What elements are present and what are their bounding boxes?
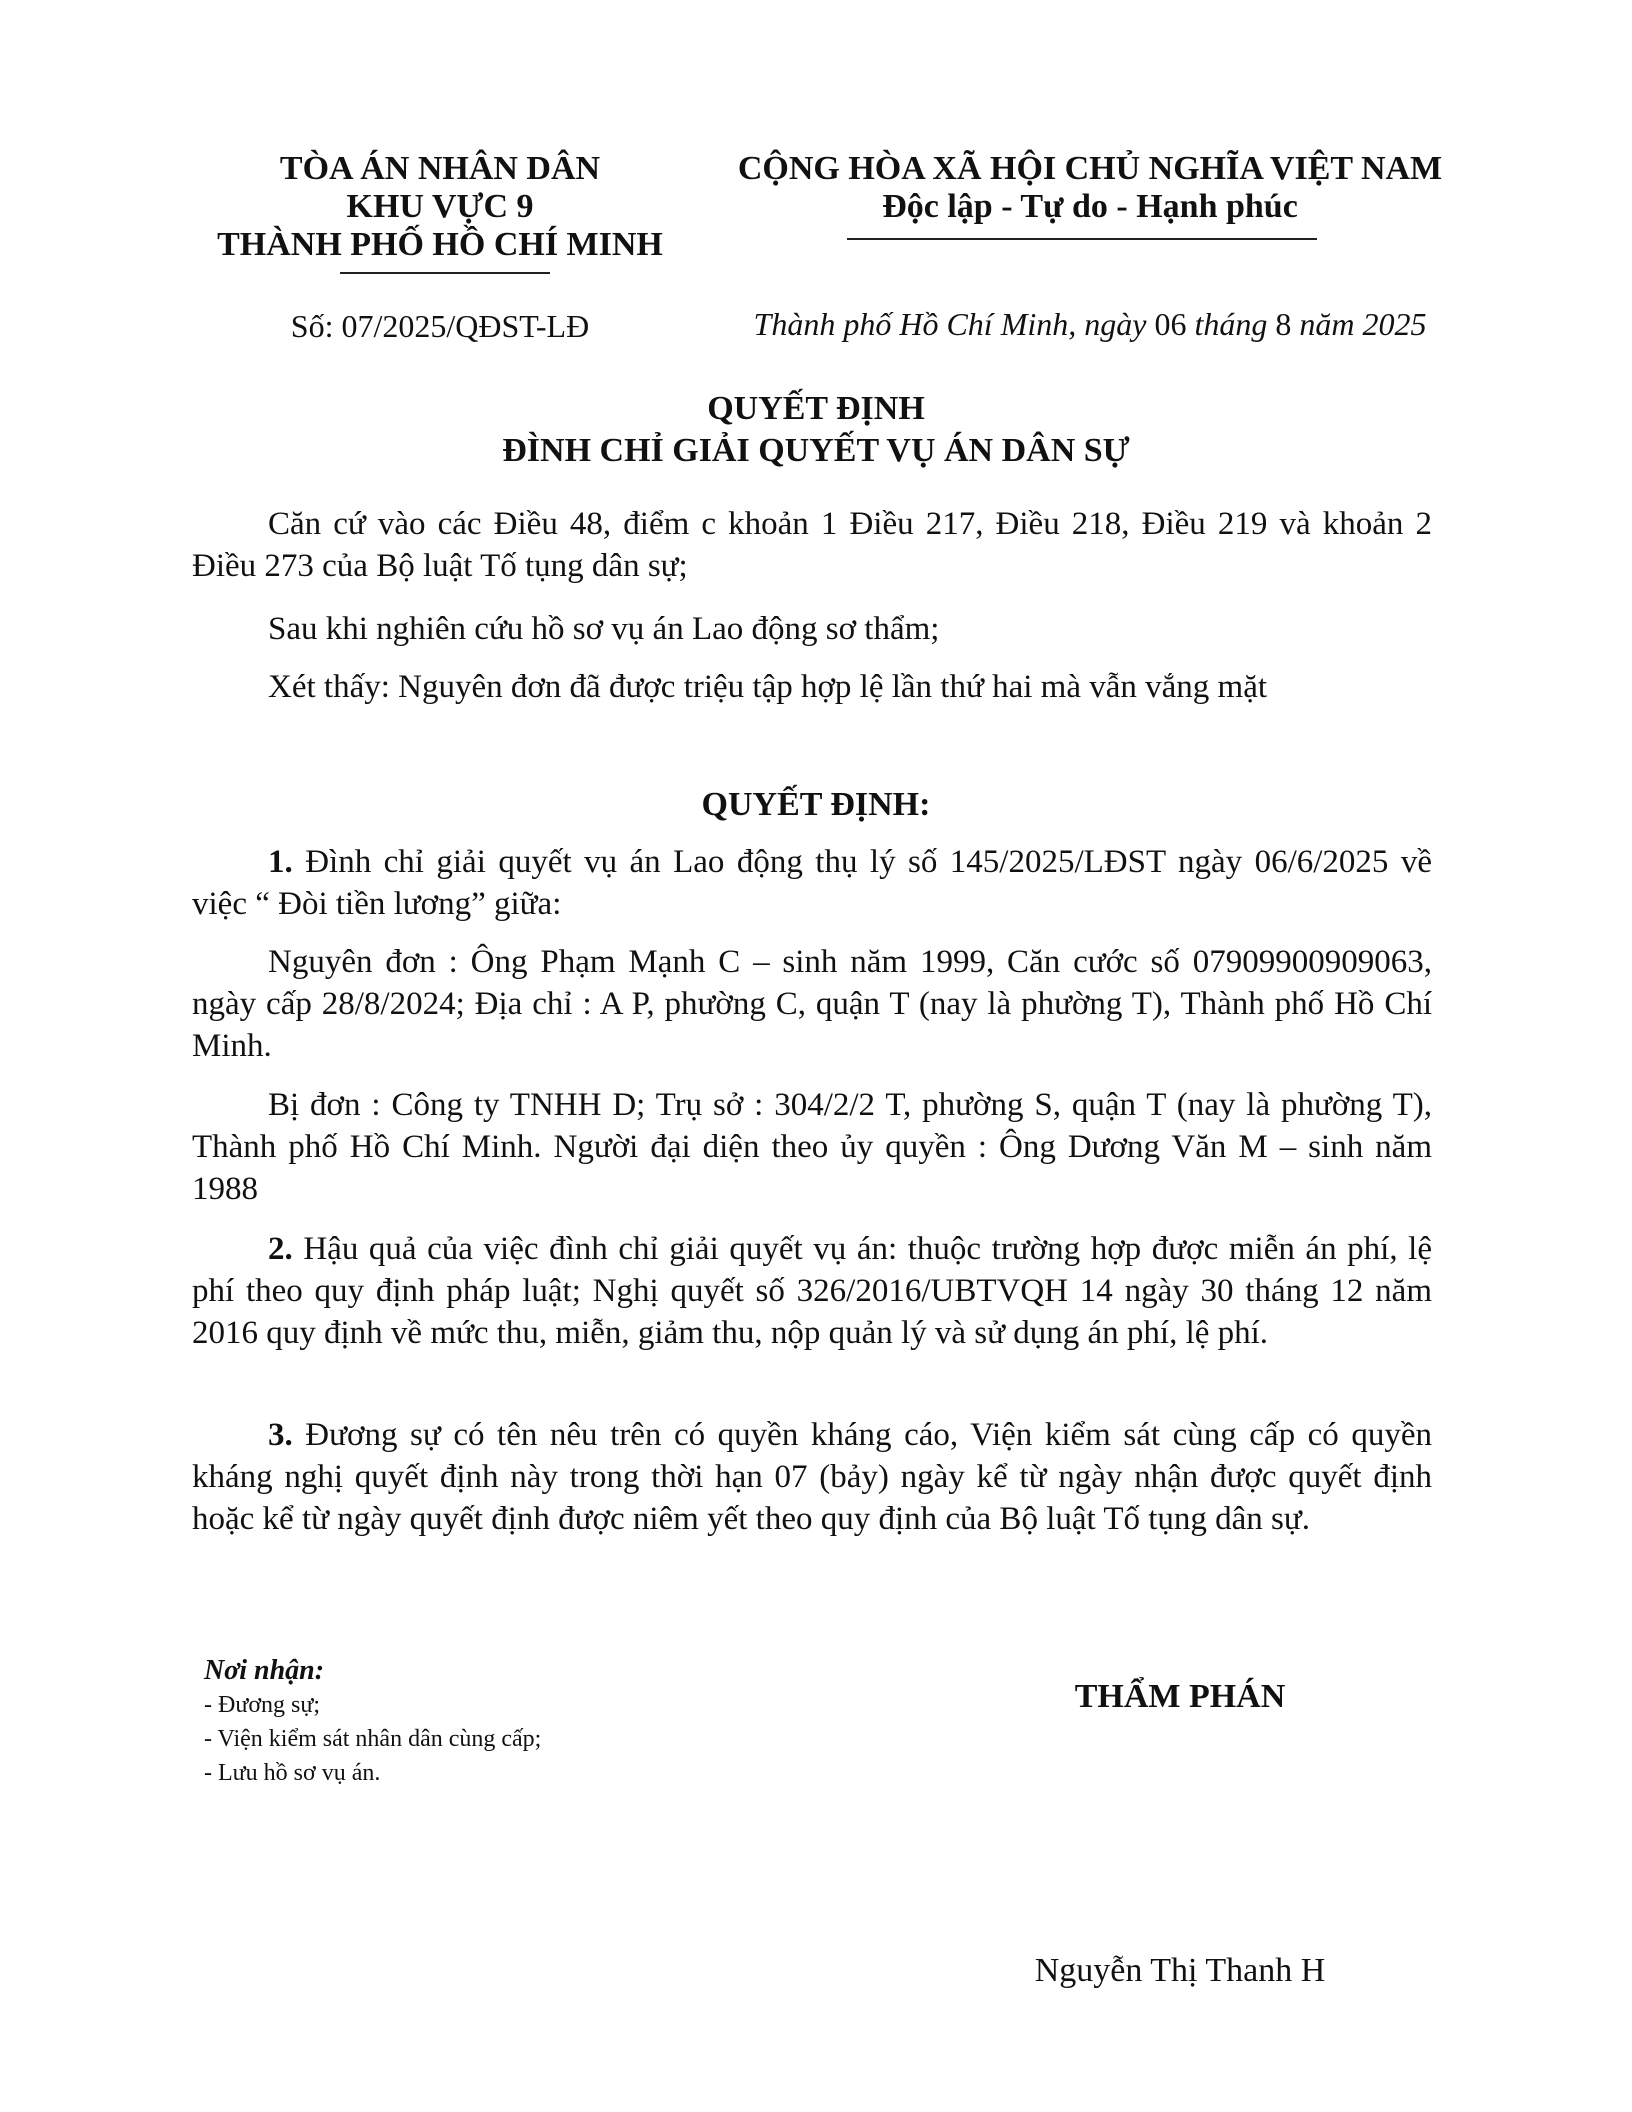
date-year: năm 2025 — [1299, 306, 1427, 342]
study-paragraph: Sau khi nghiên cứu hồ sơ vụ án Lao động sơ thẩm; — [268, 611, 940, 647]
legal-basis-paragraph: Căn cứ vào các Điều 48, điểm c khoản 1 Điều 217, Điều 218, Điều 219 và khoản 2 Điều 273 của Bộ luật Tố tụng dân sự; — [192, 506, 1432, 584]
judge-name: Nguyễn Thị Thanh H — [1034, 1952, 1326, 1989]
decision-item-2 — [192, 1228, 1432, 1354]
decision-heading: QUYẾT ĐỊNH: — [701, 786, 931, 823]
date-day: 06 — [1154, 306, 1187, 342]
recipient-item: - Lưu hồ sơ vụ án. — [204, 1760, 381, 1786]
item-2-number: 2. — [268, 1231, 293, 1267]
court-line-2: KHU VỰC 9 — [346, 188, 534, 225]
plaintiff-paragraph: Nguyên đơn : Ông Phạm Mạnh C – sinh năm 1999, Căn cước số 07909900909063, ngày cấp 28/8/2024; Địa chỉ : A P, phường C, quận T (nay là phường T), Thành phố Hồ Chí Minh. — [192, 944, 1432, 1064]
court-line-3: THÀNH PHỐ HỒ CHÍ MINH — [217, 226, 663, 263]
date-month: 8 — [1275, 306, 1292, 342]
document-title — [0, 388, 1632, 472]
item-3-number: 3. — [268, 1417, 293, 1453]
court-line-1: TÒA ÁN NHÂN DÂN — [279, 150, 601, 187]
document-number: Số: 07/2025/QĐST-LĐ — [290, 308, 590, 344]
title-line-1: QUYẾT ĐỊNH — [707, 390, 925, 427]
judge-title: THẨM PHÁN — [1074, 1678, 1286, 1715]
court-name — [200, 150, 680, 264]
item-1-number: 1. — [268, 844, 293, 880]
date-place: Thành phố Hồ Chí Minh, ngày — [753, 306, 1147, 342]
title-line-2: ĐÌNH CHỈ GIẢI QUYẾT VỤ ÁN DÂN SỰ — [502, 432, 1130, 469]
item-2-text: Hậu quả của việc đình chỉ giải quyết vụ án: thuộc trường hợp được miễn án phí, lệ phí theo quy định pháp luật; Nghị quyết số 326/2016/UBTVQH 14 ngày 30 tháng 12 năm 2016 quy định về mức thu, miễn, giảm thu, nộp quản lý và sử dụng án phí, lệ phí. — [192, 1231, 1432, 1351]
motto-underline — [847, 238, 1317, 240]
date-month-label: tháng — [1194, 306, 1268, 342]
recipient-item: - Đương sự; — [204, 1692, 321, 1718]
document-date — [700, 304, 1480, 344]
item-3-text: Đương sự có tên nêu trên có quyền kháng cáo, Viện kiểm sát cùng cấp có quyền kháng nghị quyết định này trong thời hạn 07 (bảy) ngày kể từ ngày nhận được quyết định hoặc kể từ ngày quyết định được niêm yết theo quy định của Bộ luật Tố tụng dân sự. — [192, 1417, 1432, 1537]
recipient-item: - Viện kiểm sát nhân dân cùng cấp; — [204, 1726, 542, 1752]
national-motto: Độc lập - Tự do - Hạnh phúc — [882, 188, 1298, 225]
decision-item-3 — [192, 1414, 1432, 1540]
defendant-paragraph: Bị đơn : Công ty TNHH D; Trụ sở : 304/2/2 T, phường S, quận T (nay là phường T), Thành phố Hồ Chí Minh. Người đại diện theo ủy quyền : Ông Dương Văn M – sinh năm 1988 — [192, 1087, 1432, 1207]
item-1-text: Đình chỉ giải quyết vụ án Lao động thụ lý số 145/2025/LĐST ngày 06/6/2025 về việc “ Đòi tiền lương” giữa: — [192, 844, 1432, 922]
recipients-title: Nơi nhận: — [204, 1655, 325, 1686]
finding-paragraph: Xét thấy: Nguyên đơn đã được triệu tập hợp lệ lần thứ hai mà vẫn vắng mặt — [268, 669, 1268, 705]
court-underline — [340, 272, 550, 274]
national-header — [700, 150, 1480, 226]
nation-name: CỘNG HÒA XÃ HỘI CHỦ NGHĨA VIỆT NAM — [737, 150, 1443, 187]
recipients-block — [204, 1654, 804, 1790]
decision-item-1 — [192, 841, 1432, 925]
